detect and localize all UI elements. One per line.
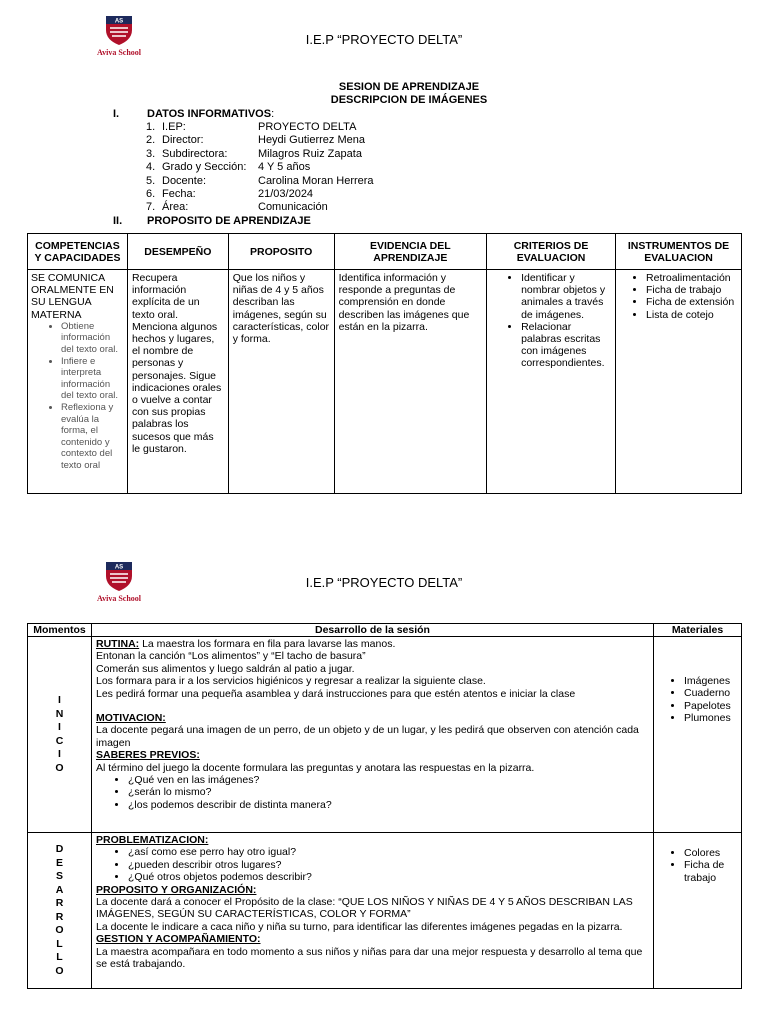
info-label: Docente: <box>162 174 207 187</box>
section-proposito <box>113 215 311 228</box>
moment-letter: I <box>58 721 61 733</box>
moment-letter: D <box>55 843 64 855</box>
material-item: • Plumones <box>684 712 737 724</box>
moment-letter: O <box>55 761 64 774</box>
info-label: Director: <box>162 134 204 147</box>
moment-letter: L <box>56 937 63 950</box>
column-header: DESEMPEÑO <box>127 234 228 270</box>
column-header: CRITERIOS DE EVALUACION <box>487 234 616 270</box>
info-number: 7. <box>146 201 156 214</box>
column-header: PROPOSITO <box>228 234 334 270</box>
material-item: • Papelotes <box>684 700 737 712</box>
table-header-row <box>28 624 742 637</box>
info-row <box>146 148 374 161</box>
moment-letter: O <box>55 964 64 977</box>
moment-letter: S <box>55 870 63 882</box>
info-label: Grado y Sección: <box>162 161 247 174</box>
gestion-text: La maestra acompañara en todo momento a sus niños y niñas para dar una mejor respuesta y desarrollo al tema que se está trabajando. <box>95 945 643 971</box>
desarrollo-content <box>91 833 653 989</box>
info-row <box>146 161 374 174</box>
info-label: Fecha: <box>162 188 196 201</box>
saberes-label: SABERES PREVIOS: <box>95 749 200 762</box>
moment-letter: R <box>55 910 64 923</box>
material-item: • Ficha de trabajo <box>684 859 737 884</box>
info-label: I.EP: <box>162 121 186 133</box>
desempeno-cell: Recupera información explícita de un texto oral. Menciona algunos hechos y lugares, el nombre de personas y personajes. Sigue indicaciones orales o vuelve a contar con sus propias palabras los sucesos que más le gustaron. <box>127 270 228 494</box>
moment-letter: I <box>58 694 61 706</box>
table-row-desarrollo <box>28 833 742 989</box>
table-row <box>28 270 742 494</box>
section-number: II. <box>113 215 123 227</box>
question-item: • ¿serán lo mismo? <box>128 786 649 798</box>
info-list <box>146 121 374 215</box>
section-title: DATOS INFORMATIVOS <box>147 108 272 120</box>
competencias-cell <box>28 270 128 494</box>
material-item: • Imágenes <box>684 675 737 687</box>
info-value: 4 Y 5 años <box>258 161 311 174</box>
capacidad-item: • Obtiene información del texto oral. <box>61 321 125 356</box>
rutina-text: La maestra los formara en fila para lavarse las manos. <box>139 638 396 650</box>
moment-desarrollo <box>28 833 92 989</box>
moment-letter: R <box>55 897 64 909</box>
info-number: 4. <box>146 161 156 174</box>
moment-letter: O <box>55 924 64 936</box>
moment-letter: L <box>56 951 63 963</box>
info-number: 5. <box>146 174 156 187</box>
instrumento-item: • Ficha de extensión <box>646 296 737 308</box>
proposito-label: PROPOSITO Y ORGANIZACIÓN: <box>95 883 257 896</box>
column-header: Desarrollo de la sesión <box>91 624 653 637</box>
moment-letter: I <box>58 748 61 760</box>
session-heading <box>0 81 768 107</box>
question-item: • ¿los podemos describir de distinta manera? <box>128 799 649 811</box>
rutina-step: Los formara para ir a los servicios higiénicos y regresar a realizar la siguiente clase. <box>95 675 486 688</box>
info-number: 1. <box>146 121 156 133</box>
moment-inicio <box>28 637 92 833</box>
column-header: INSTRUMENTOS DE EVALUACION <box>616 234 742 270</box>
session-subtitle: DESCRIPCION DE IMÁGENES <box>330 94 488 106</box>
capacidad-item: • Infiere e interpreta información del texto oral. <box>61 356 125 402</box>
logo-school-name: Aviva School <box>96 48 142 57</box>
column-header: Materiales <box>654 624 742 637</box>
question-item: • ¿pueden describir otros lugares? <box>128 859 649 871</box>
column-header: Momentos <box>28 624 92 637</box>
svg-text:AS: AS <box>114 564 124 571</box>
info-row <box>146 201 374 214</box>
moment-letter: N <box>55 707 64 720</box>
rutina-label: RUTINA: <box>95 638 140 650</box>
capacidad-item: • Reflexiona y evalúa la forma, el contenido y contexto del texto oral <box>61 402 125 472</box>
info-number: 2. <box>146 134 156 147</box>
rutina-line <box>96 638 649 650</box>
question-item: • ¿Qué ven en las imágenes? <box>128 774 649 786</box>
proposito-text: La docente dará a conocer el Propósito de la clase: “QUE LOS NIÑOS Y NIÑAS DE 4 Y 5 AÑOS DESCRIBAN LAS IMÁGENES, SEGÚN SU CARACTERÍSTICAS, COLOR Y FORMA” <box>95 896 633 921</box>
session-title: SESION DE APRENDIZAJE <box>338 81 480 93</box>
section-number: I. <box>113 108 120 120</box>
purpose-table <box>27 233 742 494</box>
page-title: I.E.P “PROYECTO DELTA” <box>305 575 463 590</box>
table-header-row <box>28 234 742 270</box>
page-title: I.E.P “PROYECTO DELTA” <box>305 32 463 47</box>
instrumento-item: • Lista de cotejo <box>646 309 737 321</box>
svg-text:AS: AS <box>114 18 124 25</box>
proposito-text: La docente le indicare a caca niño y niña su turno, para identificar las diferentes imágenes pegadas en la pizarra. <box>95 920 623 933</box>
info-value: PROYECTO DELTA <box>258 121 357 133</box>
info-value: Comunicación <box>258 201 328 214</box>
info-row <box>146 188 374 201</box>
moment-letter: A <box>55 883 64 896</box>
section-colon: : <box>271 108 275 120</box>
info-row <box>146 134 374 147</box>
problematizacion-label: PROBLEMATIZACION: <box>95 834 209 846</box>
info-row <box>146 121 374 134</box>
table-row-inicio <box>28 637 742 833</box>
instrumento-item: • Ficha de trabajo <box>646 284 737 296</box>
gestion-label: GESTION Y ACOMPAÑAMIENTO: <box>95 933 261 946</box>
material-item: • Cuaderno <box>684 687 737 699</box>
moment-letter: E <box>55 856 63 869</box>
instrumentos-cell <box>616 270 742 494</box>
motivacion-label: MOTIVACION: <box>95 712 166 725</box>
info-number: 6. <box>146 188 156 201</box>
info-value: Carolina Moran Herrera <box>258 174 374 187</box>
criterio-item: • Identificar y nombrar objetos y animales a través de imágenes. <box>521 272 611 321</box>
criterio-item: • Relacionar palabras escritas con imágenes correspondientes. <box>521 321 611 370</box>
section-datos-informativos <box>113 108 274 121</box>
rutina-step: Comerán sus alimentos y luego saldrán al patio a jugar. <box>95 662 355 675</box>
proposito-cell: Que los niños y niñas de 4 y 5 años describan las imágenes, según su características, color y forma. <box>228 270 334 494</box>
column-header: COMPETENCIAS Y CAPACIDADES <box>28 234 128 270</box>
question-item: • ¿Qué otros objetos podemos describir? <box>128 871 649 883</box>
materials-inicio <box>654 637 742 833</box>
section-title: PROPOSITO DE APRENDIZAJE <box>147 215 311 227</box>
development-table <box>27 623 742 989</box>
instrumento-item: • Retroalimentación <box>646 272 737 284</box>
rutina-step: Entonan la canción “Los alimentos” y “El tacho de basura” <box>95 650 366 663</box>
info-value: Heydi Gutierrez Mena <box>258 134 365 147</box>
info-value: Milagros Ruiz Zapata <box>258 147 362 160</box>
question-item: • ¿así como ese perro hay otro igual? <box>128 846 649 858</box>
info-row <box>146 175 374 188</box>
rutina-step: Les pedirá formar una pequeña asamblea y dará instrucciones para que estén atentos e iniciar la clase <box>95 687 576 700</box>
column-header: EVIDENCIA DEL APRENDIZAJE <box>334 234 487 270</box>
competencia-text: SE COMUNICA ORALMENTE EN SU LENGUA MATERNA <box>31 272 114 321</box>
materials-desarrollo <box>654 833 742 989</box>
info-label: Área: <box>162 201 189 214</box>
info-value: 21/03/2024 <box>258 188 314 201</box>
motivacion-text: La docente pegará una imagen de un perro, de un objeto y de un lugar, y les pedirá que observen con atención cada imagen <box>95 724 639 749</box>
info-label: Subdirectora: <box>162 147 228 160</box>
logo-school-name: Aviva School <box>96 594 142 603</box>
saberes-text: Al término del juego la docente formulara las preguntas y anotara las respuestas en la pizarra. <box>95 761 535 774</box>
moment-letter: C <box>55 734 64 747</box>
evidencia-cell: Identifica información y responde a preguntas de comprensión en donde describen las imágenes que están en la pizarra. <box>334 270 487 494</box>
info-number: 3. <box>146 147 156 160</box>
criterios-cell <box>487 270 616 494</box>
inicio-content <box>91 637 653 833</box>
material-item: • Colores <box>684 847 737 859</box>
